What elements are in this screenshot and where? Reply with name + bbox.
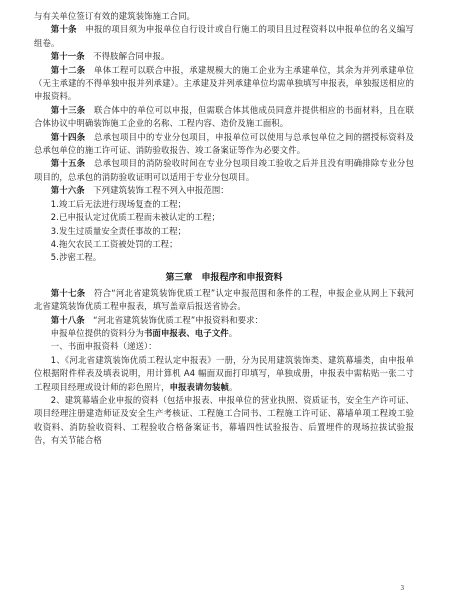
article-number: 第十三条 [50,104,86,115]
article-text: 申报的项目须为申报单位自行设计或自行施工的项目且过程资料以申报单位的名义编写组卷。 [34,24,414,48]
list-item-text: 4.拖欠农民工工资被处罚的工程； [50,238,178,249]
article-text: 总承包项目中的专业分包项目，申报单位可以使用与总承包单位之间的摺授标资料及总承包单位的施工许可证、消防验收报告、竣工备案证等作为必要文件。 [34,131,414,156]
article-number: 第十五条 [50,158,86,169]
article-paragraph [34,157,414,184]
article-number: 第十条 [50,24,77,35]
section-title: 一、书面申报资料（递送）： [50,341,157,352]
article-paragraph [34,64,414,104]
exclusion-list-item [34,198,414,211]
exclusion-list-item [34,211,414,224]
requirement-text: 2、建筑幕墙企业申报的资料（包括申报表、申报单位的营业执照、资质证书，安全生产许可证、项目经理注册建造师证及安全生产考核证、工程施工合同书、工程施工许可证、幕墙单项工程竣工验收资料、消防验收资料、工程验收合格备案证书，幕墙四性试验报告、后置埋件的现场拉拔试验报告，有关节能合格 [34,394,414,446]
article-number: 第十四条 [50,131,86,142]
list-item-text: 2.已申报认定过优质工程而未被认定的工程； [50,212,221,223]
article-paragraph [34,184,414,197]
requirement-emphasis: 申报表请勿装帧 [169,381,229,392]
article-text: 总承包项目的消防验收时间在专业分包项目竣工验收之后并且没有明确排除专业分包项目的，总承包的消防验收证明可以适用于专业分包项目。 [34,158,414,182]
continuation-paragraph [34,10,414,23]
list-item-text: 1.竣工后无法进行现场复查的工程； [50,198,187,209]
requirement-paragraph [34,394,414,448]
format-text: 。 [228,327,238,338]
section-heading [34,340,414,353]
article-paragraph [34,314,414,327]
list-item-text: 5.涉密工程。 [50,252,102,263]
format-text: 申报单位提供的资料分为 [50,327,145,338]
paragraph-text: 与有关单位签订有效的建筑装饰施工合同。 [34,11,196,21]
page-number: 3 [400,584,404,592]
article-number: 第十六条 [50,185,85,196]
requirement-text: 1、《河北省建筑装饰优质工程认定申报表》一册，分为民用建筑装饰类、建筑幕墙类，由申报单位根据附件样表及填表说明，用计算机 A4 幅面双面打印填写，单独成册，申报表中需粘贴一张二寸工程项目经理或设计师的彩色照片， [34,354,414,392]
requirement-paragraph [34,354,414,394]
article-paragraph [34,104,414,131]
exclusion-list-item [34,225,414,238]
article-text: 联合体中的单位可以申报，但需联合体其他成员同意并提供相应的书面材料，且在联合体协议中明确装饰施工企业的名称、工程内容、造价及施工面积。 [34,104,414,129]
list-item-text: 3.发生过质量安全责任事故的工程； [50,225,187,236]
format-paragraph [34,327,414,340]
article-paragraph [34,50,414,63]
article-paragraph [34,287,414,314]
article-number: 第十七条 [50,287,86,298]
article-paragraph [34,23,414,50]
article-text: 符合“河北省建筑装饰优质工程”认定申报范围和条件的工程，申报企业从网上下载河北省建筑装饰优质工程申报表，填写盖章后报送省协会。 [34,287,415,312]
article-text: 下列建筑装饰工程不列入申报范围： [84,185,229,196]
article-number: 第十八条 [50,314,85,325]
exclusion-list-item [34,251,414,264]
article-text: 不得肢解合同申报。 [84,51,170,62]
article-number: 第十一条 [50,51,85,62]
requirement-text: 。 [228,381,238,392]
document-body [34,10,414,448]
chapter-title: 第三章 申报程序和申报资料 [165,272,283,283]
article-text: “河北省建筑装饰优质工程”申报资料和要求： [84,314,264,325]
exclusion-list-item [34,238,414,251]
article-text: 单体工程可以联合申报，承建规模大的施工企业为主承建单位，其余为并列承建单位（无主承建的不得单独申报并列承建）。主承建及并列承建单位均需单独填写申报表，单独报送相应的申报资料。 [34,64,414,102]
format-emphasis: 书面申报表、电子文件 [144,327,229,338]
article-number: 第十二条 [50,64,86,75]
article-paragraph [34,131,414,158]
